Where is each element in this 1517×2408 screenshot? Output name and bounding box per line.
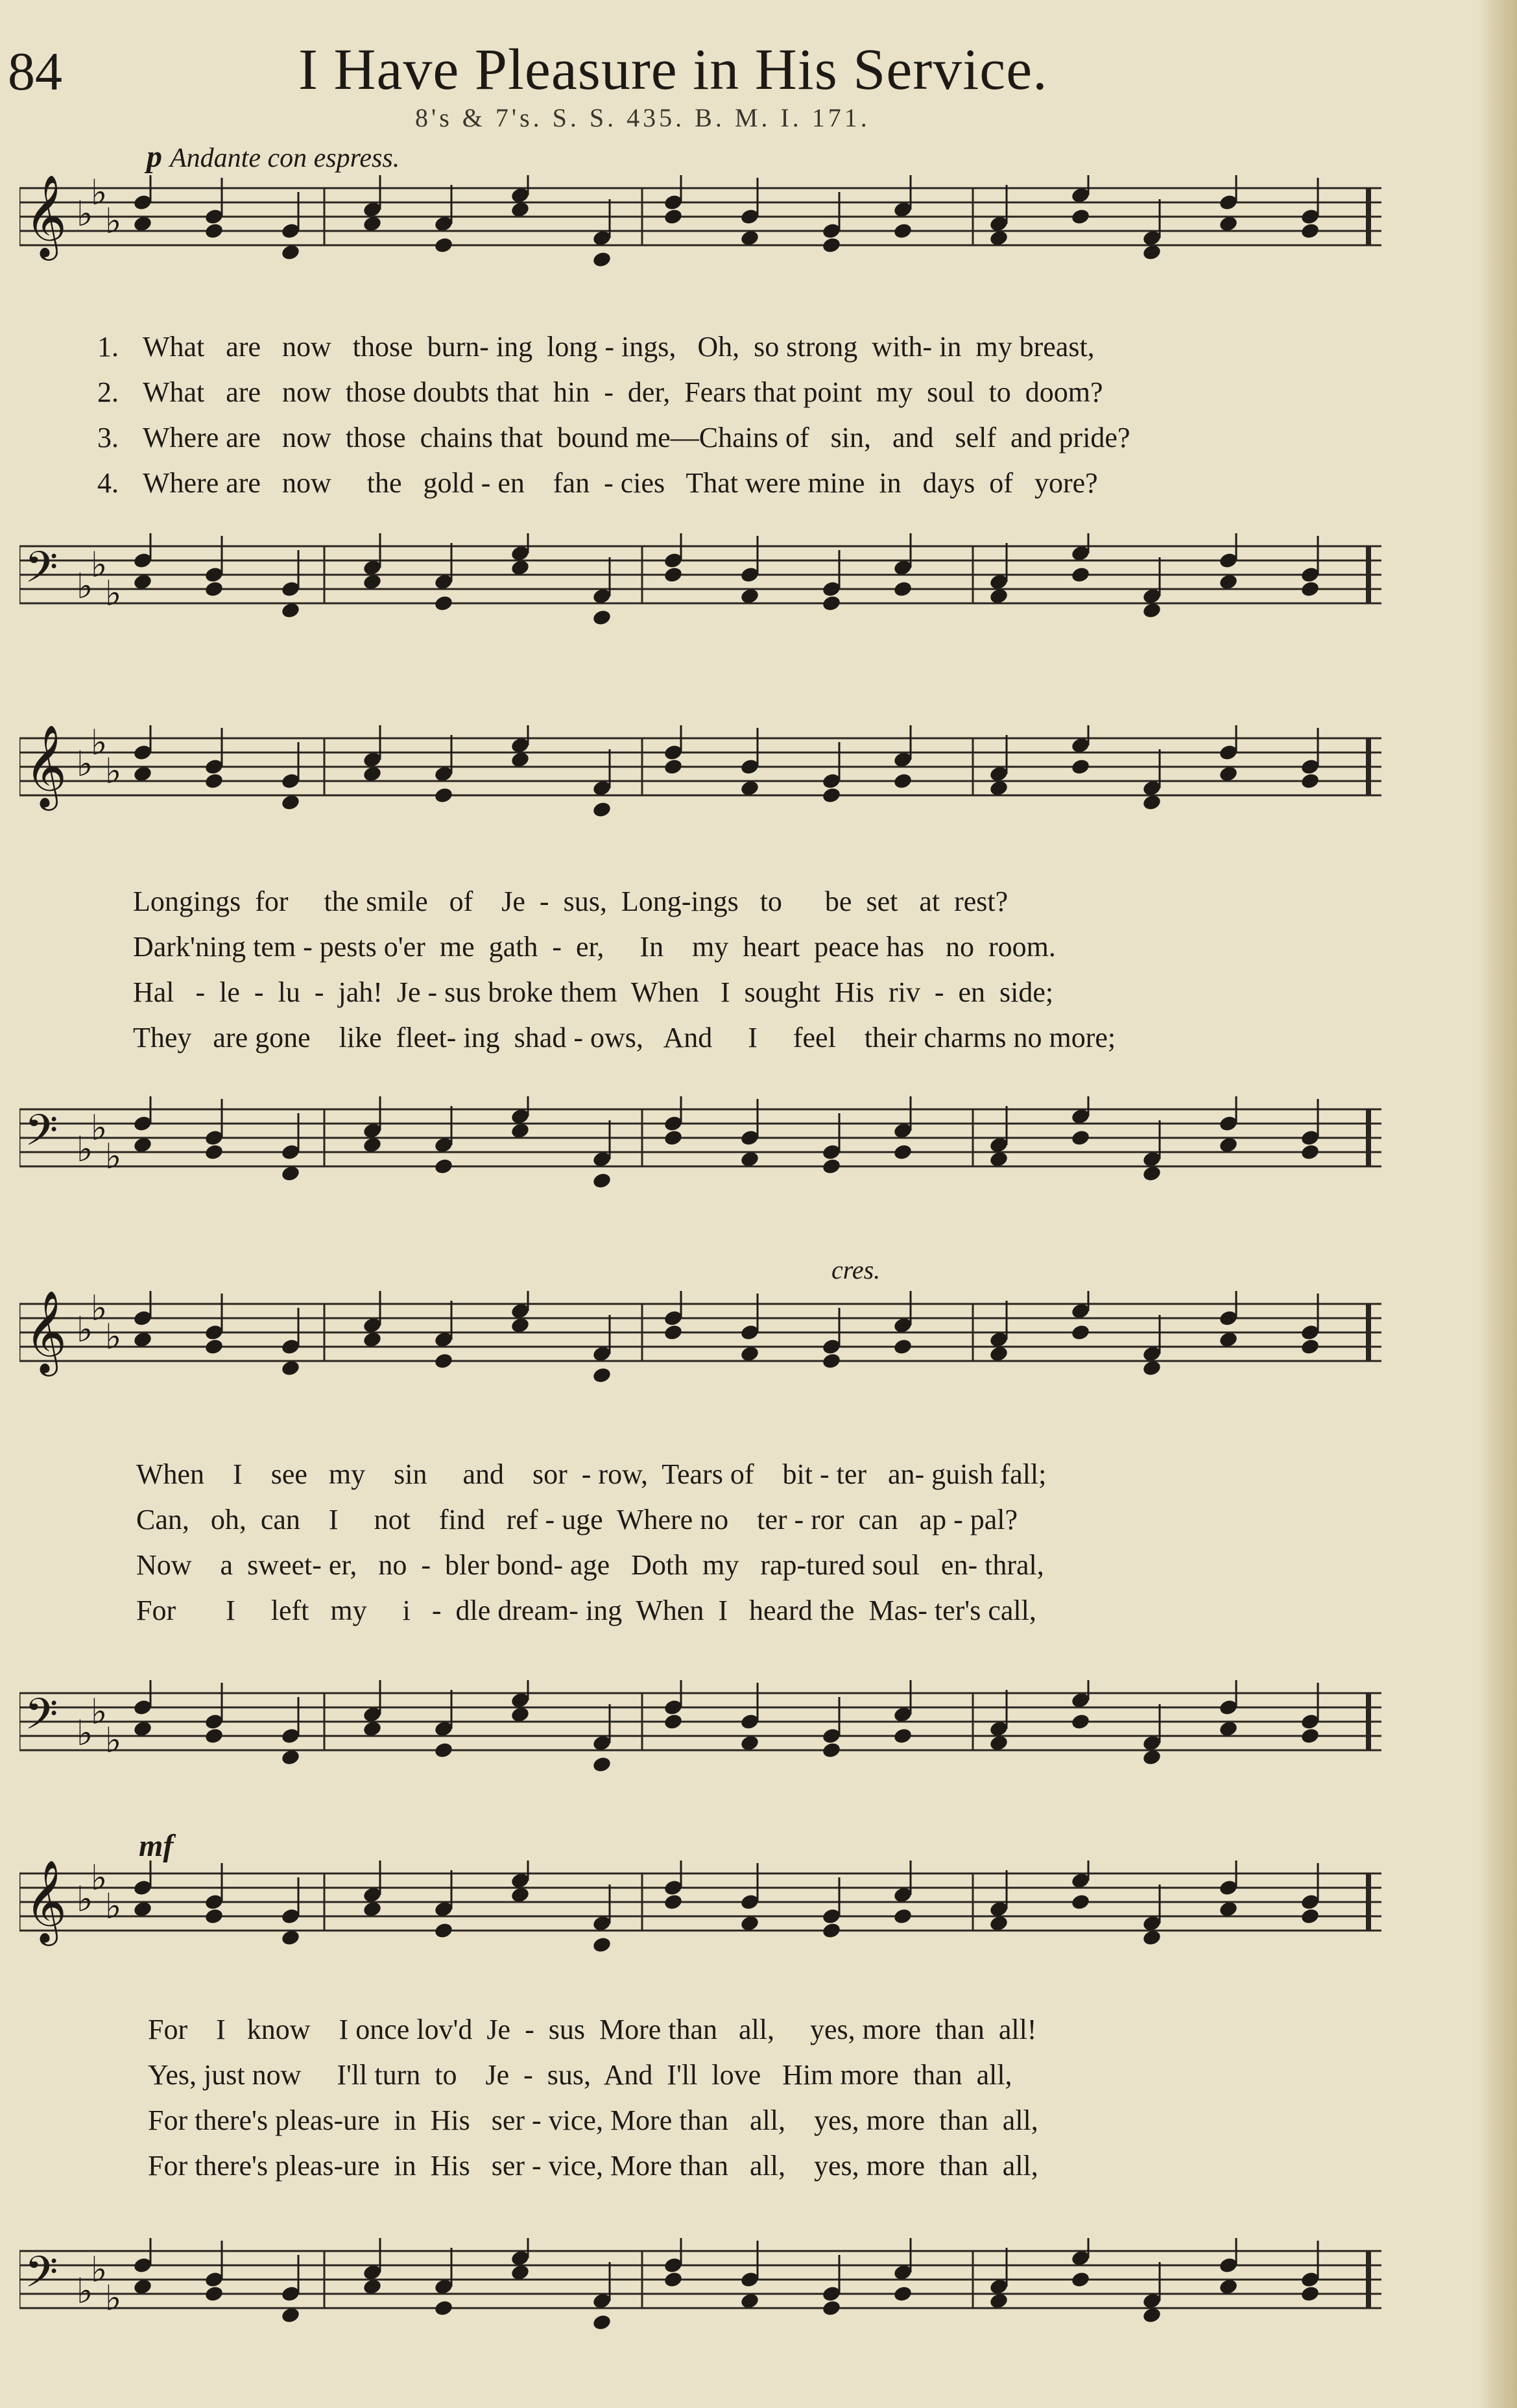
flat-icon: ♭ (105, 200, 122, 241)
note-head (892, 1907, 913, 1925)
flat-icon: ♭ (91, 544, 108, 585)
dynamic-piano: p (147, 139, 162, 174)
note-head (663, 1323, 683, 1342)
note-head (663, 2270, 683, 2289)
lyric-line-verse-1: When I see my sin and sor - row, Tears of bit - ter an- guish fall; (136, 1458, 1047, 1490)
flat-icon: ♭ (91, 2249, 108, 2290)
note-head (204, 1907, 224, 1925)
lyric-line-verse-4: 4. Where are now the gold - en fan - cies That were mine in days of yore? (97, 467, 1098, 499)
flat-icon: ♭ (91, 1691, 108, 1732)
note-head (1300, 1143, 1320, 1161)
note-head (892, 222, 913, 240)
note-head (1070, 208, 1090, 226)
tempo-marking (147, 139, 400, 175)
note-head (663, 566, 683, 584)
lyric-line-verse-1: 1. What are now those burn- ing long - ings, Oh, so strong with- in my breast, (97, 331, 1095, 363)
flat-icon: ♭ (105, 573, 122, 614)
bass-staff (19, 2238, 1394, 2355)
flat-icon: ♭ (77, 1713, 93, 1753)
note-head (821, 594, 841, 612)
note-head (1070, 1893, 1090, 1911)
note-head (663, 1893, 683, 1911)
lyric-line-verse-3: Now a sweet- er, no - bler bond- age Doth my rap-tured soul en- thral, (136, 1549, 1044, 1581)
flat-icon: ♭ (77, 193, 93, 234)
flat-icon: ♭ (77, 1309, 93, 1350)
crescendo-marking: cres. (831, 1255, 881, 1284)
bass-clef-icon: 𝄢 (25, 1689, 58, 1750)
note-head (433, 786, 453, 804)
note-head (1300, 2285, 1320, 2303)
bass-staff (19, 1096, 1394, 1213)
lyric-line-verse-2: Dark'ning tem - pests o'er me gath - er, In my heart peace has no room. (133, 931, 1056, 963)
note-head (204, 580, 224, 598)
treble-clef-icon: 𝄞 (25, 1291, 67, 1373)
flat-icon: ♭ (77, 1879, 93, 1920)
note-head (591, 608, 612, 627)
treble-staff (19, 1860, 1394, 1977)
note-head (892, 1727, 913, 1745)
note-head (1070, 1323, 1090, 1342)
meter-info: 8's & 7's. S. S. 435. B. M. I. 171. (415, 103, 870, 132)
note-head (591, 250, 612, 269)
note-head (1070, 1129, 1090, 1147)
note-head (591, 1172, 612, 1190)
bass-staff (19, 1680, 1394, 1797)
note-head (204, 772, 224, 790)
note-head (204, 222, 224, 240)
flat-icon: ♭ (105, 2278, 122, 2318)
note-head (1300, 1727, 1320, 1745)
note-head (591, 2313, 612, 2331)
flat-icon: ♭ (77, 1129, 93, 1170)
note-head (433, 1157, 453, 1175)
flat-icon: ♭ (105, 1720, 122, 1761)
hymn-title: I Have Pleasure in His Service. (298, 38, 1048, 102)
note-head (591, 801, 612, 819)
note-head (1300, 1338, 1320, 1356)
page-number: 84 (8, 42, 62, 102)
lyrics-block (133, 879, 1116, 1061)
flat-icon: ♭ (91, 725, 108, 763)
note-head (663, 208, 683, 226)
lyric-line-verse-4: For there's pleas-ure in His ser - vice, More than all, yes, more than all, (148, 2150, 1038, 2182)
note-head (892, 580, 913, 598)
note-head (433, 1741, 453, 1759)
lyric-line-verse-4: For I left my i - dle dream- ing When I heard the Mas- ter's call, (136, 1595, 1036, 1626)
note-head (591, 1936, 612, 1954)
lyric-line-verse-3: For there's pleas-ure in His ser - vice, More than all, yes, more than all, (148, 2104, 1038, 2136)
lyric-line-verse-3: 3. Where are now those chains that bound me—Chains of sin, and self and pride? (97, 422, 1130, 453)
note-head (591, 1366, 612, 1384)
flat-icon: ♭ (105, 751, 122, 791)
note-head (892, 1338, 913, 1356)
bass-clef-icon: 𝄢 (25, 1105, 58, 1166)
note-head (892, 2285, 913, 2303)
note-head (821, 1157, 841, 1175)
note-head (663, 1129, 683, 1147)
note-head (892, 1143, 913, 1161)
note-head (1070, 1713, 1090, 1731)
bass-clef-icon: 𝄢 (25, 2247, 58, 2307)
note-head (433, 594, 453, 612)
note-head (1070, 566, 1090, 584)
lyric-line-verse-1: Longings for the smile of Je - sus, Long-ings to be set at rest? (133, 885, 1009, 917)
treble-staff (19, 1291, 1394, 1408)
bass-staff (19, 533, 1394, 650)
flat-icon: ♭ (77, 743, 93, 784)
note-head (433, 236, 453, 254)
note-head (821, 1921, 841, 1940)
lyric-line-verse-3: Hal - le - lu - jah! Je - sus broke them When I sought His riv - en side; (133, 976, 1054, 1008)
note-head (204, 1727, 224, 1745)
note-head (1300, 1907, 1320, 1925)
flat-icon: ♭ (77, 2270, 93, 2311)
note-head (1070, 758, 1090, 776)
flat-icon: ♭ (105, 1136, 122, 1177)
note-head (204, 2285, 224, 2303)
flat-icon: ♭ (91, 1860, 108, 1898)
lyric-line-verse-2: Yes, just now I'll turn to Je - sus, And I'll love Him more than all, (148, 2059, 1012, 2091)
treble-clef-icon: 𝄞 (25, 1860, 67, 1942)
note-head (204, 1143, 224, 1161)
lyrics-block (136, 1452, 1046, 1633)
note-head (821, 1741, 841, 1759)
note-head (591, 1755, 612, 1774)
lyric-line-verse-2: 2. What are now those doubts that hin - der, Fears that point my soul to doom? (97, 376, 1103, 408)
note-head (433, 1352, 453, 1370)
treble-clef-icon: 𝄞 (25, 175, 67, 257)
note-head (433, 2299, 453, 2317)
lyric-line-verse-2: Can, oh, can I not find ref - uge Where no ter - ror can ap - pal? (136, 1504, 1018, 1535)
note-head (1070, 2270, 1090, 2289)
flat-icon: ♭ (105, 1316, 122, 1357)
note-head (821, 1352, 841, 1370)
dynamic-mezzo-forte: mf (139, 1829, 174, 1863)
note-head (433, 1921, 453, 1940)
note-head (204, 1338, 224, 1356)
treble-staff (19, 175, 1394, 292)
flat-icon: ♭ (91, 1291, 108, 1329)
note-head (663, 1713, 683, 1731)
flat-icon: ♭ (105, 1886, 122, 1927)
lyrics-block (148, 2007, 1038, 2189)
note-head (821, 2299, 841, 2317)
note-head (1300, 580, 1320, 598)
bass-clef-icon: 𝄢 (25, 542, 58, 603)
note-head (663, 758, 683, 776)
flat-icon: ♭ (91, 1107, 108, 1148)
flat-icon: ♭ (77, 566, 93, 607)
lyric-line-verse-4: They are gone like fleet- ing shad - ows, And I feel their charms no more; (133, 1022, 1116, 1054)
treble-staff (19, 725, 1394, 842)
note-head (1300, 772, 1320, 790)
note-head (821, 236, 841, 254)
tempo-text: Andante con espress. (170, 143, 400, 173)
treble-clef-icon: 𝄞 (25, 725, 67, 807)
page-edge (1478, 0, 1517, 2408)
flat-icon: ♭ (91, 175, 108, 213)
lyric-line-verse-1: For I know I once lov'd Je - sus More than all, yes, more than all! (148, 2014, 1037, 2045)
note-head (892, 772, 913, 790)
lyrics-block (97, 324, 1130, 506)
note-head (821, 786, 841, 804)
note-head (1300, 222, 1320, 240)
